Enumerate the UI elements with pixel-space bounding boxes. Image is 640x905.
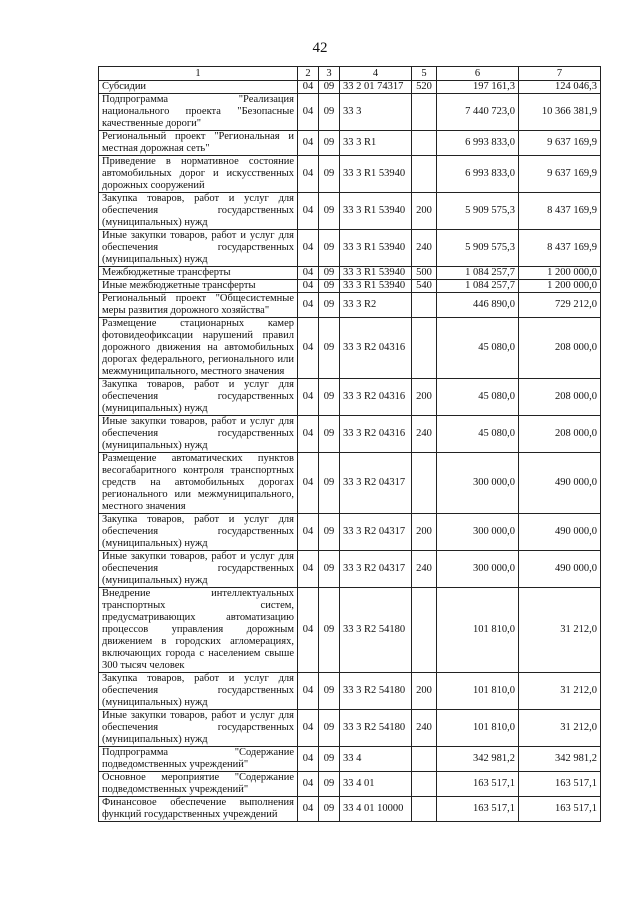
row-amount-year2-cell: 9 637 169,9 [519, 131, 601, 156]
row-expense-type-cell: 540 [412, 280, 437, 293]
row-section-cell: 04 [298, 156, 319, 193]
row-name-cell: Межбюджетные трансферты [99, 267, 298, 280]
row-subsection-cell: 09 [319, 673, 340, 710]
row-amount-year2-cell: 8 437 169,9 [519, 193, 601, 230]
row-section-cell: 04 [298, 318, 319, 379]
table-row [99, 416, 601, 453]
row-amount-year1-cell: 300 000,0 [437, 551, 519, 588]
row-expense-type-cell [412, 293, 437, 318]
row-amount-year2-cell: 208 000,0 [519, 416, 601, 453]
row-amount-year1-cell: 163 517,1 [437, 772, 519, 797]
row-section-cell: 04 [298, 81, 319, 94]
row-amount-year1-cell: 45 080,0 [437, 318, 519, 379]
row-subsection-cell: 09 [319, 230, 340, 267]
row-target-article-cell: 33 3 R2 04316 [340, 379, 412, 416]
row-expense-type-cell: 200 [412, 379, 437, 416]
row-name-cell: Размещение автоматических пунктов весогабаритного контроля транспортных средств на автомобильных дорогах регионального или межмуниципального, местного значения [99, 453, 298, 514]
row-amount-year2-cell: 208 000,0 [519, 379, 601, 416]
row-expense-type-cell [412, 156, 437, 193]
row-expense-type-cell: 240 [412, 710, 437, 747]
row-section-cell: 04 [298, 797, 319, 822]
row-section-cell: 04 [298, 230, 319, 267]
row-name-cell: Закупка товаров, работ и услуг для обеспечения государственных (муниципальных) нужд [99, 673, 298, 710]
row-expense-type-cell [412, 797, 437, 822]
table-row [99, 710, 601, 747]
header-cell-5: 5 [412, 67, 437, 81]
row-amount-year2-cell: 163 517,1 [519, 797, 601, 822]
row-subsection-cell: 09 [319, 318, 340, 379]
row-expense-type-cell: 200 [412, 193, 437, 230]
row-subsection-cell: 09 [319, 772, 340, 797]
table-row [99, 293, 601, 318]
row-section-cell: 04 [298, 131, 319, 156]
row-subsection-cell: 09 [319, 453, 340, 514]
row-amount-year1-cell: 101 810,0 [437, 710, 519, 747]
row-target-article-cell: 33 3 R2 [340, 293, 412, 318]
row-subsection-cell: 09 [319, 797, 340, 822]
row-name-cell: Внедрение интеллектуальных транспортных систем, предусматривающих автоматизацию процессов управления дорожным движением в городских агломерациях, включающих города с населением свыше 300 тысяч человек [99, 588, 298, 673]
row-section-cell: 04 [298, 379, 319, 416]
row-subsection-cell: 09 [319, 514, 340, 551]
table-row [99, 772, 601, 797]
row-subsection-cell: 09 [319, 193, 340, 230]
row-target-article-cell: 33 3 R2 54180 [340, 588, 412, 673]
row-section-cell: 04 [298, 772, 319, 797]
row-target-article-cell: 33 3 R2 04316 [340, 416, 412, 453]
row-amount-year1-cell: 6 993 833,0 [437, 156, 519, 193]
table-row [99, 267, 601, 280]
row-amount-year1-cell: 5 909 575,3 [437, 230, 519, 267]
row-amount-year1-cell: 300 000,0 [437, 453, 519, 514]
row-section-cell: 04 [298, 416, 319, 453]
row-section-cell: 04 [298, 588, 319, 673]
row-name-cell: Закупка товаров, работ и услуг для обеспечения государственных (муниципальных) нужд [99, 193, 298, 230]
row-amount-year2-cell: 490 000,0 [519, 453, 601, 514]
row-target-article-cell: 33 3 R1 53940 [340, 193, 412, 230]
row-target-article-cell: 33 3 R1 53940 [340, 280, 412, 293]
row-amount-year1-cell: 163 517,1 [437, 797, 519, 822]
table-row [99, 551, 601, 588]
header-cell-1: 1 [99, 67, 298, 81]
row-name-cell: Иные межбюджетные трансферты [99, 280, 298, 293]
row-target-article-cell: 33 3 R2 54180 [340, 673, 412, 710]
row-section-cell: 04 [298, 747, 319, 772]
row-name-cell: Подпрограмма "Реализация национального проекта "Безопасные качественные дороги" [99, 94, 298, 131]
row-amount-year2-cell: 490 000,0 [519, 514, 601, 551]
table-row [99, 193, 601, 230]
row-section-cell: 04 [298, 280, 319, 293]
table-row [99, 94, 601, 131]
row-section-cell: 04 [298, 293, 319, 318]
row-target-article-cell: 33 3 R1 53940 [340, 267, 412, 280]
row-name-cell: Подпрограмма "Содержание подведомственных учреждений" [99, 747, 298, 772]
row-section-cell: 04 [298, 551, 319, 588]
row-target-article-cell: 33 3 R1 53940 [340, 156, 412, 193]
row-target-article-cell: 33 4 01 10000 [340, 797, 412, 822]
row-expense-type-cell [412, 772, 437, 797]
row-section-cell: 04 [298, 94, 319, 131]
row-name-cell: Закупка товаров, работ и услуг для обеспечения государственных (муниципальных) нужд [99, 514, 298, 551]
row-name-cell: Иные закупки товаров, работ и услуг для обеспечения государственных (муниципальных) нужд [99, 710, 298, 747]
table-row [99, 379, 601, 416]
header-cell-2: 2 [298, 67, 319, 81]
row-subsection-cell: 09 [319, 379, 340, 416]
row-expense-type-cell: 520 [412, 81, 437, 94]
row-subsection-cell: 09 [319, 131, 340, 156]
row-subsection-cell: 09 [319, 710, 340, 747]
row-expense-type-cell [412, 318, 437, 379]
table-row [99, 747, 601, 772]
row-name-cell: Основное мероприятие "Содержание подведомственных учреждений" [99, 772, 298, 797]
row-section-cell: 04 [298, 453, 319, 514]
row-subsection-cell: 09 [319, 280, 340, 293]
row-amount-year2-cell: 342 981,2 [519, 747, 601, 772]
row-amount-year1-cell: 1 084 257,7 [437, 267, 519, 280]
header-cell-4: 4 [340, 67, 412, 81]
row-subsection-cell: 09 [319, 267, 340, 280]
row-section-cell: 04 [298, 673, 319, 710]
table-row [99, 81, 601, 94]
row-amount-year2-cell: 8 437 169,9 [519, 230, 601, 267]
row-expense-type-cell [412, 453, 437, 514]
row-target-article-cell: 33 3 [340, 94, 412, 131]
row-amount-year1-cell: 101 810,0 [437, 673, 519, 710]
table-row [99, 156, 601, 193]
row-subsection-cell: 09 [319, 156, 340, 193]
row-amount-year1-cell: 1 084 257,7 [437, 280, 519, 293]
row-amount-year2-cell: 208 000,0 [519, 318, 601, 379]
table-header-row [99, 67, 601, 81]
row-subsection-cell: 09 [319, 293, 340, 318]
row-expense-type-cell [412, 747, 437, 772]
row-amount-year1-cell: 6 993 833,0 [437, 131, 519, 156]
row-subsection-cell: 09 [319, 81, 340, 94]
table-row [99, 318, 601, 379]
table-row [99, 230, 601, 267]
row-expense-type-cell: 240 [412, 230, 437, 267]
row-section-cell: 04 [298, 514, 319, 551]
row-amount-year1-cell: 300 000,0 [437, 514, 519, 551]
page-number: 42 [312, 40, 328, 56]
row-target-article-cell: 33 3 R2 54180 [340, 710, 412, 747]
table-row [99, 797, 601, 822]
header-cell-6: 6 [437, 67, 519, 81]
row-amount-year2-cell: 31 212,0 [519, 588, 601, 673]
row-amount-year1-cell: 101 810,0 [437, 588, 519, 673]
row-expense-type-cell: 200 [412, 514, 437, 551]
row-target-article-cell: 33 3 R1 [340, 131, 412, 156]
row-amount-year1-cell: 7 440 723,0 [437, 94, 519, 131]
row-expense-type-cell [412, 94, 437, 131]
row-expense-type-cell: 240 [412, 416, 437, 453]
row-amount-year2-cell: 490 000,0 [519, 551, 601, 588]
row-name-cell: Иные закупки товаров, работ и услуг для обеспечения государственных (муниципальных) нужд [99, 551, 298, 588]
row-target-article-cell: 33 3 R2 04317 [340, 514, 412, 551]
row-amount-year1-cell: 45 080,0 [437, 379, 519, 416]
row-expense-type-cell [412, 588, 437, 673]
header-cell-7: 7 [519, 67, 601, 81]
row-name-cell: Субсидии [99, 81, 298, 94]
row-subsection-cell: 09 [319, 551, 340, 588]
table-row [99, 453, 601, 514]
row-amount-year1-cell: 446 890,0 [437, 293, 519, 318]
row-subsection-cell: 09 [319, 588, 340, 673]
row-name-cell: Региональный проект "Региональная и местная дорожная сеть" [99, 131, 298, 156]
row-amount-year2-cell: 729 212,0 [519, 293, 601, 318]
row-section-cell: 04 [298, 710, 319, 747]
budget-table [98, 66, 601, 822]
row-amount-year2-cell: 31 212,0 [519, 673, 601, 710]
row-amount-year1-cell: 45 080,0 [437, 416, 519, 453]
row-expense-type-cell: 500 [412, 267, 437, 280]
row-name-cell: Региональный проект "Общесистемные меры развития дорожного хозяйства" [99, 293, 298, 318]
table-row [99, 514, 601, 551]
row-section-cell: 04 [298, 267, 319, 280]
row-name-cell: Закупка товаров, работ и услуг для обеспечения государственных (муниципальных) нужд [99, 379, 298, 416]
row-subsection-cell: 09 [319, 747, 340, 772]
row-target-article-cell: 33 4 01 [340, 772, 412, 797]
row-expense-type-cell [412, 131, 437, 156]
row-amount-year2-cell: 163 517,1 [519, 772, 601, 797]
row-target-article-cell: 33 3 R2 04317 [340, 453, 412, 514]
table-row [99, 588, 601, 673]
table-row [99, 280, 601, 293]
row-subsection-cell: 09 [319, 416, 340, 453]
row-amount-year2-cell: 10 366 381,9 [519, 94, 601, 131]
row-name-cell: Размещение стационарных камер фотовидеофиксации нарушений правил дорожного движения на автомобильных дорогах федерального, регионального или межмуниципального, местного значения [99, 318, 298, 379]
row-subsection-cell: 09 [319, 94, 340, 131]
row-name-cell: Иные закупки товаров, работ и услуг для обеспечения государственных (муниципальных) нужд [99, 416, 298, 453]
row-amount-year2-cell: 1 200 000,0 [519, 267, 601, 280]
row-amount-year2-cell: 31 212,0 [519, 710, 601, 747]
table-row [99, 673, 601, 710]
row-target-article-cell: 33 2 01 74317 [340, 81, 412, 94]
row-target-article-cell: 33 3 R2 04317 [340, 551, 412, 588]
row-name-cell: Финансовое обеспечение выполнения функций государственных учреждений [99, 797, 298, 822]
table-row [99, 131, 601, 156]
row-amount-year1-cell: 5 909 575,3 [437, 193, 519, 230]
row-target-article-cell: 33 4 [340, 747, 412, 772]
row-amount-year1-cell: 342 981,2 [437, 747, 519, 772]
row-amount-year2-cell: 9 637 169,9 [519, 156, 601, 193]
row-name-cell: Иные закупки товаров, работ и услуг для обеспечения государственных (муниципальных) нужд [99, 230, 298, 267]
row-name-cell: Приведение в нормативное состояние автомобильных дорог и искусственных дорожных сооружений [99, 156, 298, 193]
header-cell-3: 3 [319, 67, 340, 81]
row-amount-year1-cell: 197 161,3 [437, 81, 519, 94]
row-section-cell: 04 [298, 193, 319, 230]
row-target-article-cell: 33 3 R1 53940 [340, 230, 412, 267]
row-expense-type-cell: 200 [412, 673, 437, 710]
row-amount-year2-cell: 1 200 000,0 [519, 280, 601, 293]
row-expense-type-cell: 240 [412, 551, 437, 588]
row-amount-year2-cell: 124 046,3 [519, 81, 601, 94]
row-target-article-cell: 33 3 R2 04316 [340, 318, 412, 379]
